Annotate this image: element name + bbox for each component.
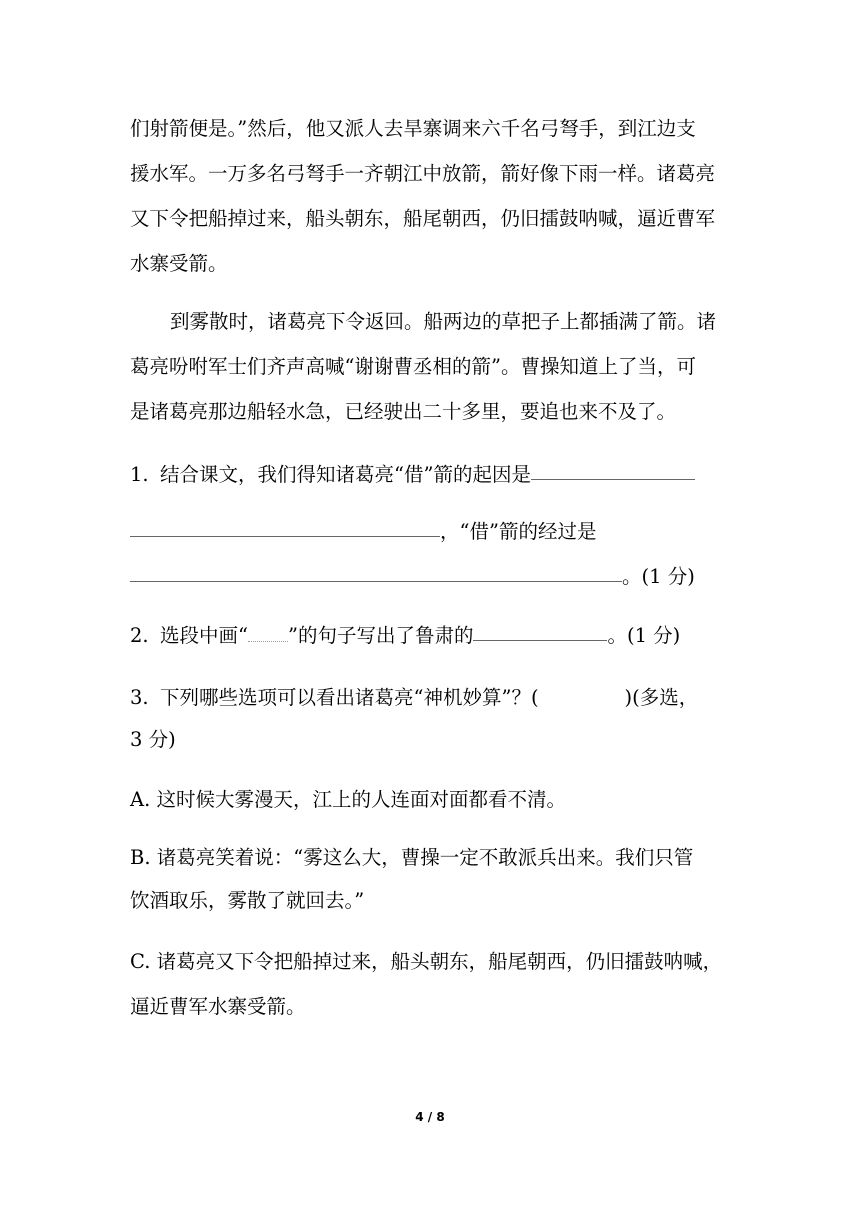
question-text: ”的句子写出了鲁肃的 <box>287 624 474 647</box>
answer-blank[interactable] <box>473 639 607 641</box>
answer-blank[interactable] <box>130 535 440 537</box>
passage-line: 葛亮吩咐军士们齐声高喊“谢谢曹丞相的箭”。曹操知道上了当，可 <box>130 355 696 378</box>
question-1 <box>130 460 695 490</box>
question-score: 。(1 分) <box>607 624 681 647</box>
question-score: 3 分) <box>130 728 176 751</box>
question-text: ，“借”箭的经过是 <box>440 520 597 543</box>
answer-blank[interactable] <box>531 478 695 480</box>
passage-line: 们射箭便是。”然后，他又派人去旱寨调来六千名弓弩手，到江边支 <box>130 117 696 140</box>
question-number: 1. <box>130 463 149 486</box>
question-text: 下列哪些选项可以看出诸葛亮“神机妙算”？( <box>160 686 539 709</box>
option-c-cont: 逼近曹军水寨受箭。 <box>130 995 306 1018</box>
passage-line: 到雾散时，诸葛亮下令返回。船两边的草把子上都插满了箭。诸 <box>170 310 717 333</box>
question-text: 选段中画“ <box>160 624 248 647</box>
passage-line: 是诸葛亮那边船轻水急，已经驶出二十多里，要追也来不及了。 <box>130 400 677 423</box>
question-3 <box>130 683 698 713</box>
page-number: 4 / 8 <box>415 1110 445 1124</box>
option-b-cont: 饮酒取乐，雾散了就回去。” <box>130 889 365 912</box>
option-b: B. 诸葛亮笑着说：“雾这么大，曹操一定不敢派兵出来。我们只管 <box>130 846 694 869</box>
question-score: 。(1 分) <box>622 565 695 588</box>
question-number: 3. <box>130 686 149 709</box>
question-number: 2. <box>130 624 149 647</box>
question-2 <box>130 621 680 651</box>
question-text: )(多选， <box>624 686 699 709</box>
question-1-cont <box>130 562 695 592</box>
passage-line: 水寨受箭。 <box>130 252 228 275</box>
option-a: A. 这时候大雾漫天，江上的人连面对面都看不清。 <box>130 788 566 811</box>
passage-line: 又下令把船掉过来，船头朝东，船尾朝西，仍旧擂鼓呐喊，逼近曹军 <box>130 207 716 230</box>
question-1-cont <box>130 517 596 547</box>
option-c: C. 诸葛亮又下令把船掉过来，船头朝东，船尾朝西，仍旧擂鼓呐喊， <box>130 950 723 973</box>
question-text: 结合课文，我们得知诸葛亮“借”箭的起因是 <box>160 463 531 486</box>
wavy-underline-mark <box>248 629 288 642</box>
answer-blank[interactable] <box>130 580 622 582</box>
passage-line: 援水军。一万多名弓弩手一齐朝江中放箭，箭好像下雨一样。诸葛亮 <box>130 162 716 185</box>
